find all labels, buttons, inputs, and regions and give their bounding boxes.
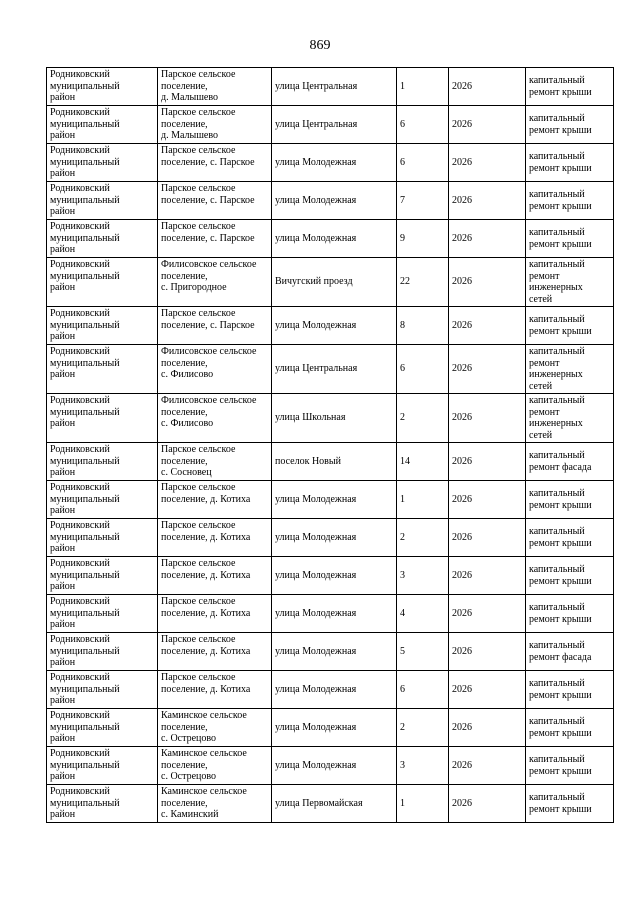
housing-repair-table xyxy=(46,67,614,823)
year-cell: 2026 xyxy=(449,220,526,258)
house-number-cell: 22 xyxy=(397,258,449,307)
house-number-cell: 2 xyxy=(397,394,449,443)
district-cell: Родниковский муниципальный район xyxy=(47,557,158,595)
year-cell: 2026 xyxy=(449,747,526,785)
settlement-cell: Каминское сельское поселение, с. Каминский xyxy=(158,785,272,823)
work-type-cell: капитальный ремонт крыши xyxy=(526,785,614,823)
settlement-cell: Филисовское сельское поселение, с. Филисово xyxy=(158,345,272,394)
table-row xyxy=(47,747,614,785)
district-cell: Родниковский муниципальный район xyxy=(47,633,158,671)
year-cell: 2026 xyxy=(449,709,526,747)
work-type-cell: капитальный ремонт крыши xyxy=(526,595,614,633)
district-cell: Родниковский муниципальный район xyxy=(47,519,158,557)
table-row xyxy=(47,785,614,823)
year-cell: 2026 xyxy=(449,481,526,519)
house-number-cell: 5 xyxy=(397,633,449,671)
house-number-cell: 9 xyxy=(397,220,449,258)
year-cell: 2026 xyxy=(449,68,526,106)
district-cell: Родниковский муниципальный район xyxy=(47,709,158,747)
settlement-cell: Парское сельское поселение, д. Котиха xyxy=(158,519,272,557)
settlement-cell: Парское сельское поселение, с. Парское xyxy=(158,220,272,258)
table-row xyxy=(47,106,614,144)
table-row xyxy=(47,258,614,307)
year-cell: 2026 xyxy=(449,671,526,709)
table-row xyxy=(47,671,614,709)
street-cell: Вичугский проезд xyxy=(272,258,397,307)
street-cell: улица Молодежная xyxy=(272,220,397,258)
house-number-cell: 3 xyxy=(397,557,449,595)
year-cell: 2026 xyxy=(449,785,526,823)
year-cell: 2026 xyxy=(449,144,526,182)
year-cell: 2026 xyxy=(449,345,526,394)
year-cell: 2026 xyxy=(449,595,526,633)
house-number-cell: 6 xyxy=(397,671,449,709)
work-type-cell: капитальный ремонт крыши xyxy=(526,481,614,519)
year-cell: 2026 xyxy=(449,633,526,671)
district-cell: Родниковский муниципальный район xyxy=(47,144,158,182)
table-row xyxy=(47,595,614,633)
work-type-cell: капитальный ремонт крыши xyxy=(526,220,614,258)
work-type-cell: капитальный ремонт крыши xyxy=(526,144,614,182)
street-cell: улица Молодежная xyxy=(272,182,397,220)
street-cell: улица Центральная xyxy=(272,345,397,394)
district-cell: Родниковский муниципальный район xyxy=(47,182,158,220)
street-cell: улица Молодежная xyxy=(272,481,397,519)
table-row xyxy=(47,345,614,394)
settlement-cell: Парское сельское поселение, с. Парское xyxy=(158,144,272,182)
street-cell: улица Молодежная xyxy=(272,557,397,595)
table-row xyxy=(47,144,614,182)
year-cell: 2026 xyxy=(449,258,526,307)
year-cell: 2026 xyxy=(449,307,526,345)
district-cell: Родниковский муниципальный район xyxy=(47,443,158,481)
settlement-cell: Парское сельское поселение, д. Котиха xyxy=(158,633,272,671)
table-row xyxy=(47,709,614,747)
district-cell: Родниковский муниципальный район xyxy=(47,394,158,443)
district-cell: Родниковский муниципальный район xyxy=(47,671,158,709)
work-type-cell: капитальный ремонт крыши xyxy=(526,307,614,345)
district-cell: Родниковский муниципальный район xyxy=(47,68,158,106)
street-cell: улица Центральная xyxy=(272,106,397,144)
settlement-cell: Парское сельское поселение, с. Парское xyxy=(158,307,272,345)
house-number-cell: 7 xyxy=(397,182,449,220)
table-row xyxy=(47,481,614,519)
settlement-cell: Парское сельское поселение, д. Малышево xyxy=(158,106,272,144)
district-cell: Родниковский муниципальный район xyxy=(47,106,158,144)
house-number-cell: 2 xyxy=(397,709,449,747)
street-cell: улица Молодежная xyxy=(272,747,397,785)
work-type-cell: капитальный ремонт крыши xyxy=(526,557,614,595)
table-row xyxy=(47,307,614,345)
work-type-cell: капитальный ремонт крыши xyxy=(526,519,614,557)
house-number-cell: 6 xyxy=(397,106,449,144)
house-number-cell: 1 xyxy=(397,785,449,823)
settlement-cell: Каминское сельское поселение, с. Острецово xyxy=(158,709,272,747)
settlement-cell: Парское сельское поселение, с. Парское xyxy=(158,182,272,220)
work-type-cell: капитальный ремонт фасада xyxy=(526,443,614,481)
table-row xyxy=(47,68,614,106)
house-number-cell: 8 xyxy=(397,307,449,345)
street-cell: улица Первомайская xyxy=(272,785,397,823)
settlement-cell: Филисовское сельское поселение, с. Пригородное xyxy=(158,258,272,307)
settlement-cell: Парское сельское поселение, д. Малышево xyxy=(158,68,272,106)
street-cell: улица Молодежная xyxy=(272,633,397,671)
street-cell: улица Молодежная xyxy=(272,307,397,345)
settlement-cell: Филисовское сельское поселение, с. Филисово xyxy=(158,394,272,443)
year-cell: 2026 xyxy=(449,557,526,595)
street-cell: поселок Новый xyxy=(272,443,397,481)
work-type-cell: капитальный ремонт крыши xyxy=(526,106,614,144)
street-cell: улица Молодежная xyxy=(272,709,397,747)
table-row xyxy=(47,394,614,443)
district-cell: Родниковский муниципальный район xyxy=(47,307,158,345)
settlement-cell: Каминское сельское поселение, с. Острецово xyxy=(158,747,272,785)
street-cell: улица Молодежная xyxy=(272,144,397,182)
year-cell: 2026 xyxy=(449,106,526,144)
district-cell: Родниковский муниципальный район xyxy=(47,481,158,519)
table-row xyxy=(47,443,614,481)
district-cell: Родниковский муниципальный район xyxy=(47,345,158,394)
work-type-cell: капитальный ремонт крыши xyxy=(526,68,614,106)
settlement-cell: Парское сельское поселение, д. Котиха xyxy=(158,671,272,709)
house-number-cell: 1 xyxy=(397,68,449,106)
settlement-cell: Парское сельское поселение, д. Котиха xyxy=(158,595,272,633)
district-cell: Родниковский муниципальный район xyxy=(47,595,158,633)
house-number-cell: 2 xyxy=(397,519,449,557)
house-number-cell: 3 xyxy=(397,747,449,785)
page-number: 869 xyxy=(309,38,331,53)
settlement-cell: Парское сельское поселение, д. Котиха xyxy=(158,481,272,519)
year-cell: 2026 xyxy=(449,182,526,220)
work-type-cell: капитальный ремонт крыши xyxy=(526,671,614,709)
table-row xyxy=(47,557,614,595)
work-type-cell: капитальный ремонт крыши xyxy=(526,709,614,747)
work-type-cell: капитальный ремонт инженерных сетей xyxy=(526,345,614,394)
work-type-cell: капитальный ремонт инженерных сетей xyxy=(526,394,614,443)
district-cell: Родниковский муниципальный район xyxy=(47,258,158,307)
house-number-cell: 6 xyxy=(397,345,449,394)
street-cell: улица Молодежная xyxy=(272,595,397,633)
district-cell: Родниковский муниципальный район xyxy=(47,785,158,823)
table-row xyxy=(47,220,614,258)
district-cell: Родниковский муниципальный район xyxy=(47,747,158,785)
street-cell: улица Школьная xyxy=(272,394,397,443)
work-type-cell: капитальный ремонт фасада xyxy=(526,633,614,671)
year-cell: 2026 xyxy=(449,443,526,481)
year-cell: 2026 xyxy=(449,394,526,443)
settlement-cell: Парское сельское поселение, с. Сосновец xyxy=(158,443,272,481)
house-number-cell: 14 xyxy=(397,443,449,481)
table-row xyxy=(47,182,614,220)
district-cell: Родниковский муниципальный район xyxy=(47,220,158,258)
table-row xyxy=(47,519,614,557)
street-cell: улица Центральная xyxy=(272,68,397,106)
street-cell: улица Молодежная xyxy=(272,671,397,709)
work-type-cell: капитальный ремонт инженерных сетей xyxy=(526,258,614,307)
work-type-cell: капитальный ремонт крыши xyxy=(526,747,614,785)
work-type-cell: капитальный ремонт крыши xyxy=(526,182,614,220)
table-row xyxy=(47,633,614,671)
house-number-cell: 1 xyxy=(397,481,449,519)
house-number-cell: 4 xyxy=(397,595,449,633)
settlement-cell: Парское сельское поселение, д. Котиха xyxy=(158,557,272,595)
street-cell: улица Молодежная xyxy=(272,519,397,557)
year-cell: 2026 xyxy=(449,519,526,557)
house-number-cell: 6 xyxy=(397,144,449,182)
